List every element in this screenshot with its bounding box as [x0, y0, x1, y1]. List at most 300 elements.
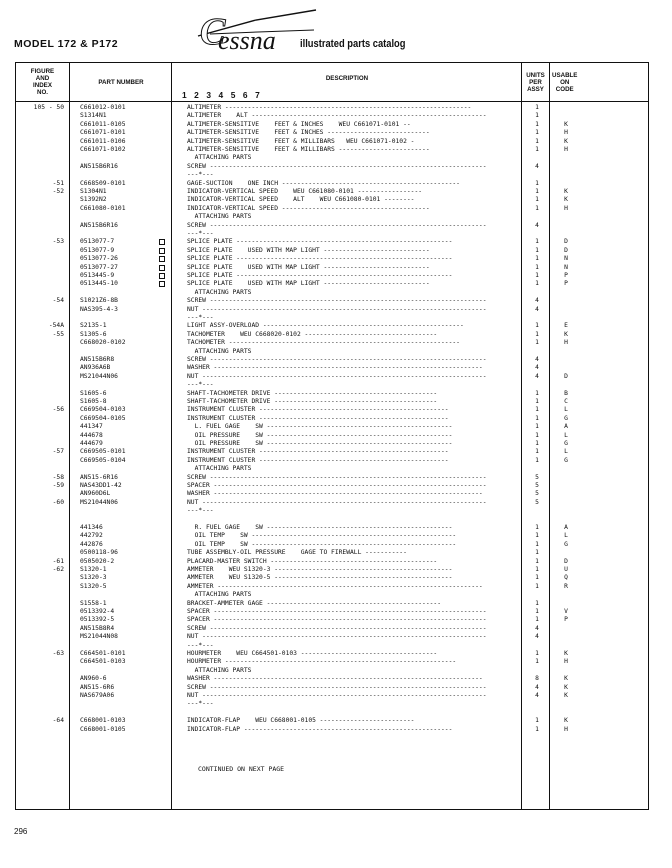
- description: TACHOMETER WEU C668020-0102 -----------------------------------: [187, 330, 438, 338]
- description: ---*---: [187, 381, 214, 389]
- description: INSTRUMENT CLUSTER --------------------------------------------------: [187, 448, 449, 456]
- part-number: MS21044N06: [80, 498, 118, 506]
- table-row: [16, 205, 648, 213]
- description: AMMETER WEU S1320-5 -----------------------------------------------: [187, 574, 453, 582]
- part-number: S1320-5: [80, 582, 107, 590]
- box-symbol-icon: [159, 256, 165, 262]
- col-header-part-number: PART NUMBER: [98, 78, 144, 86]
- units-per-assy: 1: [535, 566, 539, 573]
- part-number: NAS395-4-3: [80, 305, 118, 313]
- usable-on-code: N: [564, 255, 568, 263]
- part-number: AN515-6R16: [80, 473, 118, 481]
- table-row: [16, 289, 648, 297]
- part-number: 444678: [80, 431, 103, 439]
- description: ATTACHING PARTS: [187, 591, 252, 599]
- description: OIL PRESSURE SW -------------------------------------------------: [187, 440, 453, 447]
- units-per-assy: 5: [535, 498, 539, 506]
- description: SPACER ------------------------------------------------------------------------: [187, 616, 487, 624]
- part-number: AN515-6R6: [80, 683, 115, 691]
- units-per-assy: 1: [535, 322, 539, 330]
- part-number: S2135-1: [80, 322, 107, 330]
- figure-index: -63: [52, 650, 64, 657]
- table-row: [16, 373, 648, 381]
- table-row: [16, 482, 648, 490]
- description: PLACARD-MASTER SWITCH --------------------------------------------: [187, 557, 438, 565]
- description: WASHER -----------------------------------------------------------------------: [187, 675, 483, 683]
- part-number: S1314N1: [80, 112, 107, 120]
- usable-on-code: Q: [564, 574, 568, 582]
- col-header-units: UNITS PER ASSY: [526, 71, 545, 93]
- box-symbol-icon: [159, 239, 165, 245]
- table-row: [16, 390, 648, 398]
- description: INDICATOR-FLAP -------------------------------------------------------: [187, 725, 453, 733]
- units-per-assy: 4: [535, 633, 539, 641]
- usable-on-code: L: [564, 532, 568, 540]
- units-per-assy: 1: [535, 330, 539, 338]
- usable-on-code: V: [564, 608, 568, 615]
- units-per-assy: 1: [535, 204, 539, 212]
- description: ATTACHING PARTS: [187, 154, 252, 162]
- part-number: 0513392-4: [80, 608, 115, 615]
- part-number: C661071-0102: [80, 146, 126, 153]
- part-number: S1320-3: [80, 574, 107, 582]
- description: HOURMETER WEU C664501-0103 ------------------------------------: [187, 650, 438, 657]
- table-row: [16, 650, 648, 658]
- figure-index: 105 - 50: [33, 104, 64, 111]
- table-row: [16, 398, 648, 406]
- table-row: [16, 163, 648, 171]
- usable-on-code: H: [564, 146, 568, 153]
- description: L. FUEL GAGE SW -------------------------------------------------: [187, 423, 453, 431]
- part-number: AN960-6: [80, 675, 107, 683]
- part-number: 0505020-2: [80, 557, 115, 565]
- table-row: [16, 247, 648, 255]
- table-row: [16, 171, 648, 179]
- table-row: [16, 541, 648, 549]
- table-row: [16, 339, 648, 347]
- usable-on-code: D: [564, 238, 568, 246]
- figure-index: -58: [52, 473, 64, 481]
- description: SPLICE PLATE ---------------------------------------------------------: [187, 255, 453, 263]
- part-number: C661012-0101: [80, 104, 126, 111]
- units-per-assy: 1: [535, 532, 539, 540]
- logo-initial: C: [200, 11, 226, 53]
- table-row: [16, 549, 648, 557]
- units-per-assy: 1: [535, 574, 539, 582]
- description: ALTIMETER-SENSITIVE FEET & INCHES WEU C661071-0101 --: [187, 120, 411, 128]
- part-number: C661071-0101: [80, 129, 126, 137]
- box-symbol-icon: [159, 273, 165, 279]
- usable-on-code: G: [564, 456, 568, 464]
- description: INSTRUMENT CLUSTER --------------------------------------------------: [187, 456, 449, 464]
- description: ALTIMETER-SENSITIVE FEET & INCHES ---------------------------: [187, 129, 430, 137]
- table-row: [16, 583, 648, 591]
- usable-on-code: E: [564, 322, 568, 330]
- usable-on-code: K: [564, 196, 568, 204]
- description: ALTIMETER-SENSITIVE FEET & MILLIBARS ------------------------: [187, 146, 430, 153]
- part-number: C668509-0101: [80, 179, 126, 187]
- units-per-assy: 8: [535, 675, 539, 683]
- part-number: C669505-0101: [80, 448, 126, 456]
- table-row: [16, 348, 648, 356]
- units-per-assy: 1: [535, 717, 539, 725]
- figure-index: -62: [52, 566, 64, 573]
- units-per-assy: 4: [535, 683, 539, 691]
- description: SHAFT-TACHOMETER DRIVE -------------------------------------------: [187, 389, 438, 397]
- table-row: [16, 625, 648, 633]
- table-row: [16, 532, 648, 540]
- table-row: [16, 306, 648, 314]
- usable-on-code: R: [564, 582, 568, 590]
- description: NUT ---------------------------------------------------------------------------: [187, 692, 487, 699]
- part-number: 444679: [80, 440, 103, 447]
- usable-on-code: A: [564, 423, 568, 431]
- description: SHAFT-TACHOMETER DRIVE -------------------------------------------: [187, 398, 438, 405]
- table-row: [16, 154, 648, 162]
- description: SPLICE PLATE USED WITH MAP LIGHT ----------------------------: [187, 280, 430, 288]
- table-row: [16, 642, 648, 650]
- part-number: C668001-0105: [80, 725, 126, 733]
- description: SPACER ------------------------------------------------------------------------: [187, 608, 487, 615]
- description: SCREW -------------------------------------------------------------------------: [187, 221, 487, 229]
- col-header-description: DESCRIPTION: [325, 74, 369, 82]
- table-row: [16, 566, 648, 574]
- description: INSTRUMENT CLUSTER --------------------------------------------------: [187, 406, 449, 414]
- description: SCREW -------------------------------------------------------------------------: [187, 473, 487, 481]
- description: WASHER -----------------------------------------------------------------------: [187, 364, 483, 372]
- units-per-assy: 1: [535, 524, 539, 531]
- part-number: C664501-0103: [80, 658, 126, 666]
- description: ALTIMETER ALT --------------------------------------------------------------: [187, 112, 487, 120]
- part-number: AN515B6R8: [80, 356, 115, 363]
- description: TACHOMETER -------------------------------------------------------------: [187, 339, 460, 347]
- figure-index: -55: [52, 330, 64, 338]
- usable-on-code: C: [564, 398, 568, 405]
- table-row: [16, 499, 648, 507]
- usable-on-code: D: [564, 372, 568, 380]
- col-header-usable: USABLE ON CODE: [552, 71, 578, 93]
- table-row: [16, 222, 648, 230]
- description: INDICATOR-VERTICAL SPEED ALT WEU C661080-0101 --------: [187, 196, 415, 204]
- part-number: AN515B6R16: [80, 221, 118, 229]
- units-per-assy: 1: [535, 246, 539, 254]
- description: SCREW -------------------------------------------------------------------------: [187, 683, 487, 691]
- table-row: [16, 667, 648, 675]
- figure-index: -53: [52, 238, 64, 246]
- description: SCREW -------------------------------------------------------------------------: [187, 297, 487, 305]
- description: INDICATOR-FLAP WEU C668001-0105 -------------------------: [187, 717, 415, 725]
- box-symbol-icon: [159, 281, 165, 287]
- usable-on-code: K: [564, 692, 568, 699]
- units-per-assy: 1: [535, 129, 539, 137]
- description: NUT ---------------------------------------------------------------------------: [187, 305, 487, 313]
- usable-on-code: G: [564, 440, 568, 447]
- part-number: S1305-6: [80, 330, 107, 338]
- part-number: AN960D6L: [80, 490, 111, 498]
- table-row: [16, 692, 648, 700]
- description: SCREW -------------------------------------------------------------------------: [187, 162, 487, 170]
- figure-index: -57: [52, 448, 64, 456]
- units-per-assy: 1: [535, 339, 539, 347]
- description: ALTIMETER-SENSITIVE FEET & MILLIBARS WEU C661071-0102 -: [187, 137, 415, 145]
- usable-on-code: N: [564, 263, 568, 271]
- table-row: [16, 440, 648, 448]
- units-per-assy: 1: [535, 104, 539, 111]
- usable-on-code: K: [564, 650, 568, 657]
- description: AMMETER ----------------------------------------------------------------------: [187, 582, 483, 590]
- table-row: [16, 684, 648, 692]
- part-number: 0513077-26: [80, 255, 118, 263]
- part-number: C668001-0103: [80, 717, 126, 725]
- table-row: [16, 255, 648, 263]
- usable-on-code: G: [564, 540, 568, 548]
- table-row: [16, 104, 648, 112]
- usable-on-code: K: [564, 120, 568, 128]
- description: ATTACHING PARTS: [187, 347, 252, 355]
- table-row: [16, 574, 648, 582]
- usable-on-code: P: [564, 280, 568, 288]
- units-per-assy: 1: [535, 599, 539, 607]
- part-number: MS21044N08: [80, 633, 118, 641]
- description: ATTACHING PARTS: [187, 213, 252, 221]
- box-symbol-icon: [159, 265, 165, 271]
- part-number: 0513077-9: [80, 246, 115, 254]
- usable-on-code: H: [564, 725, 568, 733]
- figure-index: -61: [52, 557, 64, 565]
- usable-on-code: L: [564, 448, 568, 456]
- description: R. FUEL GAGE SW -------------------------------------------------: [187, 524, 453, 531]
- table-row: [16, 516, 648, 524]
- usable-on-code: G: [564, 414, 568, 422]
- part-number: NAS679A06: [80, 692, 115, 699]
- figure-index: -54A: [48, 322, 64, 330]
- table-row: [16, 146, 648, 154]
- table-row: [16, 406, 648, 414]
- table-row: [16, 364, 648, 372]
- description: NUT ---------------------------------------------------------------------------: [187, 498, 487, 506]
- model-heading: MODEL 172 & P172: [14, 38, 119, 50]
- part-number: S1021Z6-8B: [80, 297, 118, 305]
- table-row: [16, 717, 648, 725]
- table-row: [16, 633, 648, 641]
- table-row: [16, 616, 648, 624]
- part-number: 442792: [80, 532, 103, 540]
- table-row: [16, 322, 648, 330]
- description: SPLICE PLATE ---------------------------------------------------------: [187, 238, 453, 246]
- part-number: 0513445-10: [80, 280, 118, 288]
- description: INDICATOR-VERTICAL SPEED ---------------------------------------: [187, 204, 430, 212]
- table-row: [16, 490, 648, 498]
- usable-on-code: H: [564, 339, 568, 347]
- usable-on-code: K: [564, 188, 568, 195]
- figure-index: -54: [52, 297, 64, 305]
- part-number: AN515B6R16: [80, 162, 118, 170]
- units-per-assy: 4: [535, 297, 539, 305]
- header-rule: [16, 101, 648, 102]
- usable-on-code: K: [564, 330, 568, 338]
- part-number: C661011-0105: [80, 120, 126, 128]
- logo-word: essna: [218, 26, 276, 55]
- part-number: S1558-1: [80, 599, 107, 607]
- units-per-assy: 1: [535, 456, 539, 464]
- units-per-assy: 5: [535, 482, 539, 489]
- part-number: AN936A6B: [80, 364, 111, 372]
- description: SPACER ------------------------------------------------------------------------: [187, 482, 487, 489]
- usable-on-code: L: [564, 431, 568, 439]
- figure-index: -59: [52, 482, 64, 489]
- figure-index: -51: [52, 179, 64, 187]
- description: OIL TEMP SW ------------------------------------------------------: [187, 540, 457, 548]
- description: INDICATOR-VERTICAL SPEED WEU C661080-0101 -----------------: [187, 188, 423, 195]
- units-per-assy: 1: [535, 280, 539, 288]
- units-per-assy: 1: [535, 725, 539, 733]
- description: ATTACHING PARTS: [187, 288, 252, 296]
- units-per-assy: 4: [535, 221, 539, 229]
- units-per-assy: 1: [535, 146, 539, 153]
- table-row: [16, 188, 648, 196]
- units-per-assy: 1: [535, 540, 539, 548]
- units-per-assy: 1: [535, 179, 539, 187]
- usable-on-code: P: [564, 272, 568, 279]
- part-number: 0500118-96: [80, 549, 118, 557]
- usable-on-code: A: [564, 524, 568, 531]
- table-row: [16, 726, 648, 734]
- table-row: [16, 457, 648, 465]
- continued-note: CONTINUED ON NEXT PAGE: [198, 765, 285, 773]
- table-row: [16, 658, 648, 666]
- part-number: AN515B8R4: [80, 624, 115, 632]
- figure-index: -56: [52, 406, 64, 414]
- description: SPLICE PLATE USED WITH MAP LIGHT ----------------------------: [187, 263, 430, 271]
- units-per-assy: 1: [535, 608, 539, 615]
- units-per-assy: 1: [535, 389, 539, 397]
- table-row: [16, 331, 648, 339]
- description: INSTRUMENT CLUSTER --------------------------------------------------: [187, 414, 449, 422]
- table-row: [16, 381, 648, 389]
- table-row: [16, 608, 648, 616]
- col-header-figure: FIGURE AND INDEX NO.: [30, 68, 55, 96]
- description: ---*---: [187, 507, 214, 515]
- table-row: [16, 112, 648, 120]
- units-per-assy: 1: [535, 431, 539, 439]
- part-number: C669504-0103: [80, 406, 126, 414]
- units-per-assy: 1: [535, 406, 539, 414]
- table-row: [16, 180, 648, 188]
- description: ATTACHING PARTS: [187, 465, 252, 473]
- description: ---*---: [187, 171, 214, 179]
- description: WASHER -----------------------------------------------------------------------: [187, 490, 483, 498]
- part-number: C661011-0106: [80, 137, 126, 145]
- table-row: [16, 415, 648, 423]
- description: SCREW -------------------------------------------------------------------------: [187, 356, 487, 363]
- part-number: NAS43DD1-42: [80, 482, 122, 489]
- part-number: MS21044N06: [80, 372, 118, 380]
- units-per-assy: 1: [535, 112, 539, 120]
- usable-on-code: K: [564, 675, 568, 683]
- units-per-assy: 4: [535, 305, 539, 313]
- units-per-assy: 1: [535, 238, 539, 246]
- table-row: [16, 423, 648, 431]
- units-per-assy: 5: [535, 490, 539, 498]
- description: ---*---: [187, 641, 214, 649]
- figure-index: -60: [52, 498, 64, 506]
- units-per-assy: 4: [535, 624, 539, 632]
- catalog-title: illustrated parts catalog: [300, 38, 406, 50]
- description: NUT ---------------------------------------------------------------------------: [187, 633, 487, 641]
- table-row: [16, 129, 648, 137]
- description: SPLICE PLATE ---------------------------------------------------------: [187, 272, 453, 279]
- part-number: C669505-0104: [80, 456, 126, 464]
- part-number: 0513392-5: [80, 616, 115, 624]
- usable-on-code: U: [564, 566, 568, 573]
- description: ALTIMETER -----------------------------------------------------------------: [187, 104, 472, 111]
- units-per-assy: 4: [535, 162, 539, 170]
- table-row: [16, 356, 648, 364]
- units-per-assy: 1: [535, 137, 539, 145]
- table-row: [16, 507, 648, 515]
- units-per-assy: 1: [535, 440, 539, 447]
- units-per-assy: 4: [535, 692, 539, 699]
- units-per-assy: 1: [535, 557, 539, 565]
- table-row: [16, 121, 648, 129]
- usable-on-code: L: [564, 406, 568, 414]
- description: HOURMETER -------------------------------------------------------------: [187, 658, 457, 666]
- units-per-assy: 1: [535, 658, 539, 666]
- description: AMMETER WEU S1320-3 -----------------------------------------------: [187, 566, 453, 573]
- table-row: [16, 558, 648, 566]
- table-row: [16, 600, 648, 608]
- units-per-assy: 1: [535, 616, 539, 624]
- table-row: [16, 230, 648, 238]
- units-per-assy: 1: [535, 423, 539, 431]
- table-row: [16, 280, 648, 288]
- description: OIL TEMP SW ------------------------------------------------------: [187, 532, 457, 540]
- units-per-assy: 1: [535, 263, 539, 271]
- table-row: [16, 591, 648, 599]
- units-per-assy: 1: [535, 414, 539, 422]
- description: SCREW -------------------------------------------------------------------------: [187, 624, 487, 632]
- description: NUT ---------------------------------------------------------------------------: [187, 372, 487, 380]
- usable-on-code: H: [564, 204, 568, 212]
- part-number: 0513077-27: [80, 263, 118, 271]
- units-per-assy: 1: [535, 120, 539, 128]
- table-row: [16, 474, 648, 482]
- table-row: [16, 432, 648, 440]
- units-per-assy: 1: [535, 582, 539, 590]
- table-row: [16, 709, 648, 717]
- part-number: S1392N2: [80, 196, 107, 204]
- description: BRACKET-AMMETER GAGE ----------------------------------------------: [187, 599, 442, 607]
- table-row: [16, 297, 648, 305]
- usable-on-code: H: [564, 658, 568, 666]
- part-number: 0513077-7: [80, 238, 115, 246]
- part-number: S1304N1: [80, 188, 107, 195]
- usable-on-code: H: [564, 129, 568, 137]
- table-row: [16, 138, 648, 146]
- usable-on-code: K: [564, 717, 568, 725]
- box-symbol-icon: [159, 248, 165, 254]
- table-row: [16, 213, 648, 221]
- units-per-assy: 5: [535, 473, 539, 481]
- description: SPLICE PLATE USED WITH MAP LIGHT ----------------------------: [187, 246, 430, 254]
- page-number: 296: [14, 827, 28, 836]
- table-row: [16, 448, 648, 456]
- part-number: S1320-1: [80, 566, 107, 573]
- part-number: 441346: [80, 524, 103, 531]
- usable-on-code: D: [564, 557, 568, 565]
- description: ---*---: [187, 314, 214, 321]
- part-number: S1605-6: [80, 389, 107, 397]
